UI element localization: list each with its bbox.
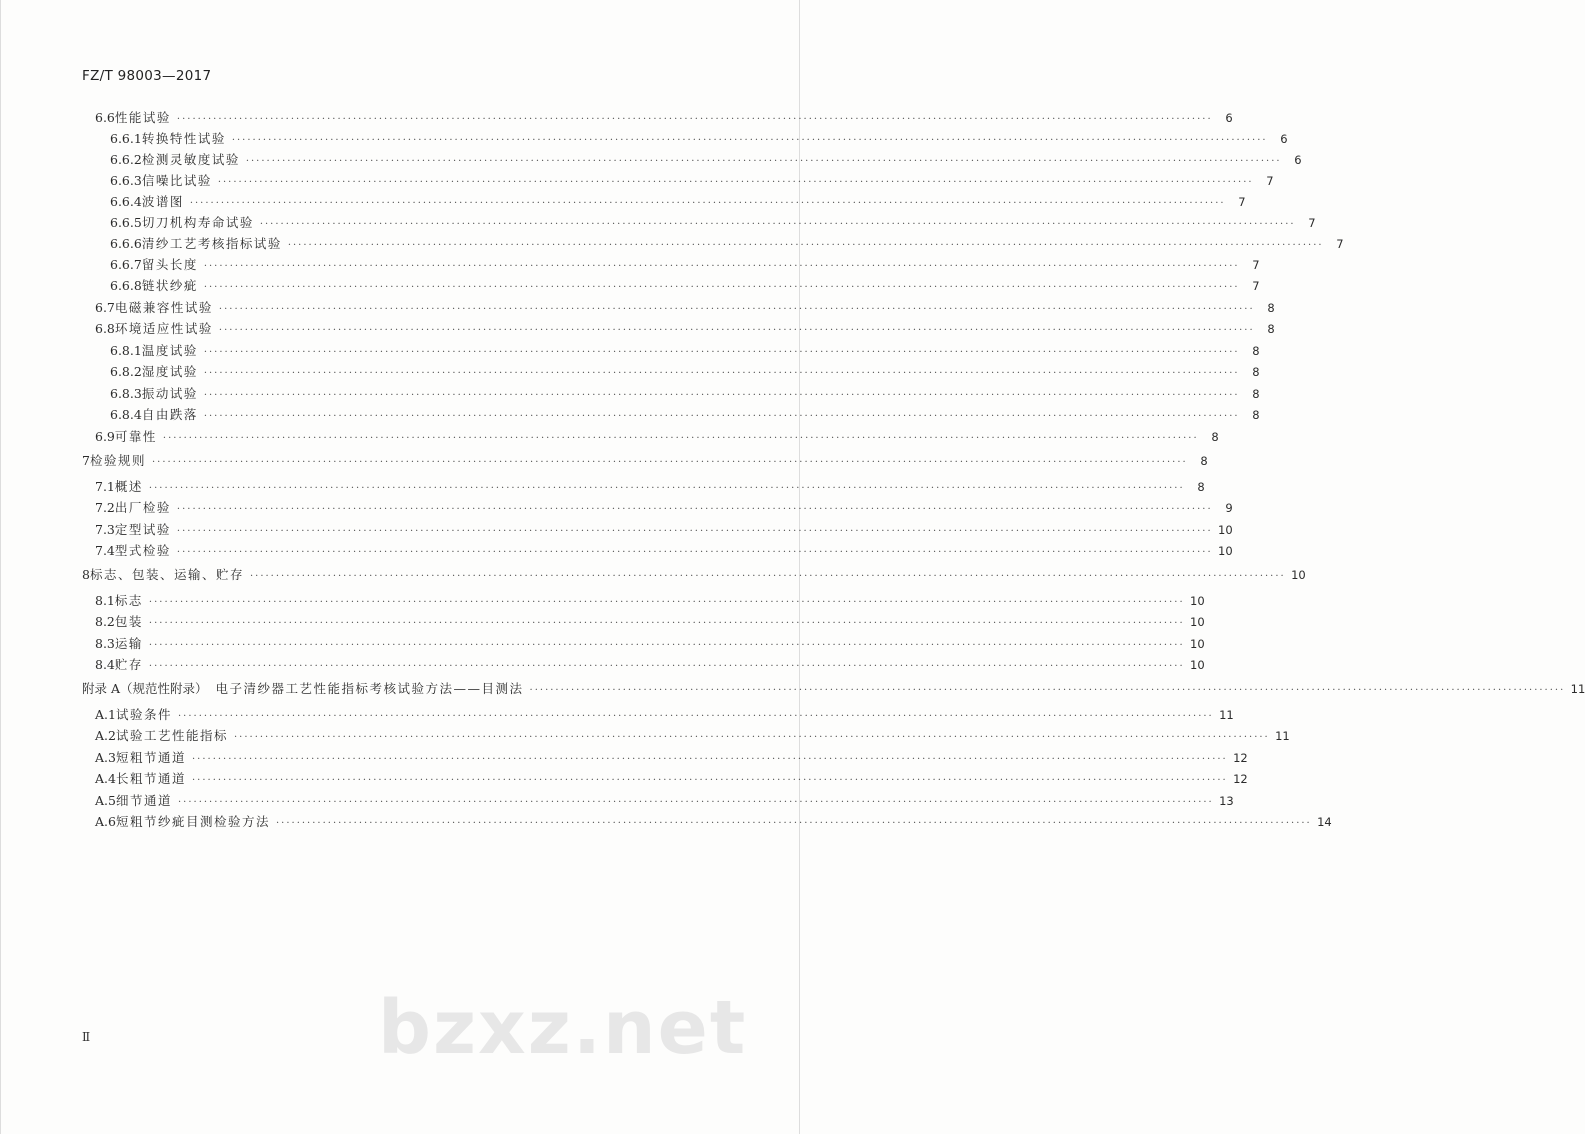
toc-entry-page: 7 — [1336, 237, 1344, 251]
page-number: Ⅱ — [82, 1030, 91, 1044]
toc-leader-dots: ········································································································································································································ — [245, 156, 1282, 167]
toc-entry[interactable] — [0, 152, 1302, 170]
toc-entry-number: A.6 — [95, 814, 116, 829]
toc-entry-page: 10 — [1291, 568, 1306, 582]
toc-entry[interactable] — [0, 567, 1306, 585]
toc-leader-dots: ········································································································································································································ — [259, 219, 1296, 230]
toc-entry-title: 定型试验 — [114, 522, 171, 537]
toc-entry-page: 7 — [1252, 258, 1260, 272]
toc-entry-page: 7 — [1238, 195, 1246, 209]
toc-entry-title: 湿度试验 — [141, 364, 198, 379]
toc-entry-title: 检验规则 — [89, 453, 146, 468]
toc-entry-title: 短粗节通道 — [115, 750, 186, 765]
toc-entry-page: 10 — [1190, 637, 1205, 651]
toc-entry-title: 长粗节通道 — [115, 771, 186, 786]
toc-entry-title: 试验条件 — [115, 707, 172, 722]
toc-leader-dots: ········································································································································································································ — [162, 433, 1199, 444]
toc-entry-number: 7 — [82, 453, 90, 468]
toc-entry[interactable] — [0, 386, 1260, 404]
toc-entry-title: 振动试验 — [141, 386, 198, 401]
toc-leader-dots: ········································································································································································································ — [203, 347, 1240, 358]
toc-entry-number: 6.6.1 — [110, 131, 142, 146]
toc-entry[interactable] — [0, 681, 1585, 699]
toc-entry-title: 性能试验 — [114, 110, 171, 125]
toc-entry-page: 10 — [1218, 523, 1233, 537]
toc-entry-page: 14 — [1317, 815, 1332, 829]
toc-entry[interactable] — [0, 707, 1234, 725]
toc-entry[interactable] — [0, 479, 1205, 497]
toc-entry-title: 出厂检验 — [114, 500, 171, 515]
toc-entry-number: A.3 — [95, 750, 116, 765]
toc-entry-page: 9 — [1225, 501, 1233, 515]
toc-leader-dots: ········································································································································································································ — [203, 368, 1240, 379]
toc-entry-page: 6 — [1225, 111, 1233, 125]
toc-entry-title: 标志 — [114, 593, 143, 608]
toc-entry[interactable] — [0, 657, 1205, 675]
toc-entry[interactable] — [0, 453, 1208, 471]
toc-entry-page: 8 — [1267, 301, 1275, 315]
toc-entry-number: 6.9 — [95, 429, 115, 444]
toc-entry-page: 8 — [1211, 430, 1219, 444]
toc-entry-page: 10 — [1190, 594, 1205, 608]
toc-entry-page: 12 — [1233, 772, 1248, 786]
toc-entry-page: 11 — [1219, 708, 1234, 722]
toc-entry[interactable] — [0, 636, 1205, 654]
toc-entry[interactable] — [0, 300, 1275, 318]
toc-entry[interactable] — [0, 614, 1205, 632]
toc-leader-dots: ········································································································································································································ — [217, 177, 1254, 188]
toc-leader-dots: ········································································································································································································ — [191, 754, 1228, 765]
standard-code-header: FZ/T 98003—2017 — [82, 68, 212, 84]
toc-entry-number: 6.6.4 — [110, 194, 142, 209]
toc-leader-dots: ········································································································································································································ — [189, 198, 1226, 209]
toc-entry[interactable] — [0, 194, 1246, 212]
toc-entry-title: 切刀机构寿命试验 — [141, 215, 254, 230]
toc-leader-dots: ········································································································································································································ — [218, 304, 1255, 315]
toc-entry[interactable] — [0, 593, 1205, 611]
toc-leader-dots: ········································································································································································································ — [218, 325, 1255, 336]
toc-entry[interactable] — [0, 543, 1233, 561]
toc-leader-dots: ········································································································································································································ — [148, 640, 1185, 651]
toc-entry-title: 电磁兼容性试验 — [114, 300, 213, 315]
toc-leader-dots: ········································································································································································································ — [148, 597, 1185, 608]
toc-entry-number: 6.6.6 — [110, 236, 142, 251]
toc-entry-title: 贮存 — [114, 657, 143, 672]
toc-entry-number: 6.8.4 — [110, 407, 142, 422]
toc-entry-number: 6.6.8 — [110, 278, 142, 293]
toc-entry-page: 13 — [1219, 794, 1234, 808]
toc-entry-page: 10 — [1190, 658, 1205, 672]
toc-entry-title: 标志、包装、运输、贮存 — [89, 567, 244, 582]
toc-entry[interactable] — [0, 407, 1260, 425]
toc-entry-number: 8.1 — [95, 593, 115, 608]
toc-entry-page: 10 — [1218, 544, 1233, 558]
toc-entry-number: 6.6.7 — [110, 257, 142, 272]
toc-entry-number: 6.7 — [95, 300, 115, 315]
toc-entry-title: 试验工艺性能指标 — [115, 728, 228, 743]
toc-entry[interactable] — [0, 522, 1233, 540]
toc-entry-title: 包装 — [114, 614, 143, 629]
toc-entry-number: 8.4 — [95, 657, 115, 672]
toc-entry-title: 型式检验 — [114, 543, 171, 558]
toc-leader-dots: ········································································································································································································ — [148, 661, 1185, 672]
toc-entry-page: 10 — [1190, 615, 1205, 629]
toc-entry[interactable] — [0, 814, 1332, 832]
toc-entry-title: 电子清纱器工艺性能指标考核试验方法——目测法 — [215, 681, 524, 696]
toc-leader-dots: ········································································································································································································ — [176, 547, 1213, 558]
toc-entry-title: 信噪比试验 — [141, 173, 212, 188]
toc-entry-page: 11 — [1275, 729, 1290, 743]
toc-entry-number: 7.1 — [95, 479, 115, 494]
toc-entry[interactable] — [0, 257, 1260, 275]
toc-entry[interactable] — [0, 131, 1288, 149]
toc-entry-number: 6.6.3 — [110, 173, 142, 188]
toc-entry-number: 6.8.1 — [110, 343, 142, 358]
toc-entry-page: 7 — [1252, 279, 1260, 293]
toc-entry-number: A.2 — [95, 728, 116, 743]
toc-entry-number: 附录 A（规范性附录） — [82, 681, 208, 696]
toc-leader-dots: ········································································································································································································ — [287, 240, 1324, 251]
toc-entry-title: 自由跌落 — [141, 407, 198, 422]
toc-entry-number: 6.8.3 — [110, 386, 142, 401]
toc-entry[interactable] — [0, 429, 1219, 447]
toc-entry-page: 8 — [1252, 387, 1260, 401]
toc-entry[interactable] — [0, 236, 1344, 254]
watermark: bzxz.net — [378, 985, 748, 1071]
toc-entry-title: 短粗节纱疵目测检验方法 — [115, 814, 270, 829]
toc-leader-dots: ········································································································································································································ — [203, 282, 1240, 293]
toc-entry-number: 6.6 — [95, 110, 115, 125]
toc-entry-number: 8 — [82, 567, 90, 582]
toc-entry[interactable] — [0, 500, 1233, 518]
toc-leader-dots: ········································································································································································································ — [203, 390, 1240, 401]
toc-entry[interactable] — [0, 364, 1260, 382]
toc-leader-dots: ········································································································································································································ — [203, 411, 1240, 422]
toc-leader-dots: ········································································································································································································ — [148, 483, 1185, 494]
toc-entry[interactable] — [0, 728, 1290, 746]
toc-entry-number: 6.6.2 — [110, 152, 142, 167]
toc-leader-dots: ········································································································································································································ — [176, 504, 1213, 515]
toc-entry[interactable] — [0, 343, 1260, 361]
toc-entry-number: 6.8 — [95, 321, 115, 336]
toc-entry-number: 7.2 — [95, 500, 115, 515]
toc-entry-number: 7.3 — [95, 522, 115, 537]
toc-leader-dots: ········································································································································································································ — [148, 618, 1185, 629]
toc-entry-title: 温度试验 — [141, 343, 198, 358]
toc-entry-page: 8 — [1252, 344, 1260, 358]
toc-entry-page: 8 — [1267, 322, 1275, 336]
toc-entry[interactable] — [0, 110, 1233, 128]
toc-entry-number: 8.3 — [95, 636, 115, 651]
toc-leader-dots: ········································································································································································································ — [231, 135, 1268, 146]
toc-leader-dots: ········································································································································································································ — [203, 261, 1240, 272]
toc-entry-page: 8 — [1252, 408, 1260, 422]
toc-leader-dots: ········································································································································································································ — [151, 457, 1188, 468]
toc-entry-number: 7.4 — [95, 543, 115, 558]
toc-entry-number: A.1 — [95, 707, 116, 722]
toc-leader-dots: ········································································································································································································ — [529, 685, 1566, 696]
toc-entry-title: 可靠性 — [114, 429, 157, 444]
toc-entry-number: 8.2 — [95, 614, 115, 629]
toc-entry[interactable] — [0, 215, 1316, 233]
toc-entry-page: 7 — [1308, 216, 1316, 230]
toc-entry-title: 运输 — [114, 636, 143, 651]
toc-entry-page: 6 — [1294, 153, 1302, 167]
toc-entry-title: 转换特性试验 — [141, 131, 226, 146]
toc-entry-number: 6.6.5 — [110, 215, 142, 230]
toc-entry-title: 清纱工艺考核指标试验 — [141, 236, 282, 251]
toc-entry-title: 链状纱疵 — [141, 278, 198, 293]
toc-leader-dots: ········································································································································································································ — [176, 114, 1213, 125]
toc-entry-page: 12 — [1233, 751, 1248, 765]
toc-entry[interactable] — [0, 173, 1274, 191]
toc-entry-page: 6 — [1280, 132, 1288, 146]
toc-entry[interactable] — [0, 793, 1234, 811]
toc-entry-title: 检测灵敏度试验 — [141, 152, 240, 167]
toc-entry-number: 6.8.2 — [110, 364, 142, 379]
toc-entry-title: 细节通道 — [115, 793, 172, 808]
toc-entry-title: 环境适应性试验 — [114, 321, 213, 336]
toc-entry[interactable] — [0, 771, 1248, 789]
toc-leader-dots: ········································································································································································································ — [176, 526, 1213, 537]
toc-entry[interactable] — [0, 750, 1248, 768]
toc-leader-dots: ········································································································································································································ — [177, 711, 1214, 722]
toc-entry-page: 8 — [1197, 480, 1205, 494]
toc-leader-dots: ········································································································································································································ — [233, 732, 1270, 743]
toc-entry-page: 8 — [1252, 365, 1260, 379]
toc-entry-page: 7 — [1266, 174, 1274, 188]
toc-entry-number: A.5 — [95, 793, 116, 808]
toc-entry-page: 11 — [1570, 682, 1585, 696]
toc-entry[interactable] — [0, 321, 1275, 339]
toc-entry[interactable] — [0, 278, 1260, 296]
toc-entry-number: A.4 — [95, 771, 116, 786]
toc-leader-dots: ········································································································································································································ — [275, 818, 1312, 829]
toc-entry-page: 8 — [1200, 454, 1208, 468]
toc-leader-dots: ········································································································································································································ — [177, 797, 1214, 808]
toc-entry-title: 留头长度 — [141, 257, 198, 272]
toc-entry-title: 概述 — [114, 479, 143, 494]
toc-leader-dots: ········································································································································································································ — [249, 571, 1286, 582]
toc-entry-title: 波谱图 — [141, 194, 184, 209]
toc-leader-dots: ········································································································································································································ — [191, 775, 1228, 786]
